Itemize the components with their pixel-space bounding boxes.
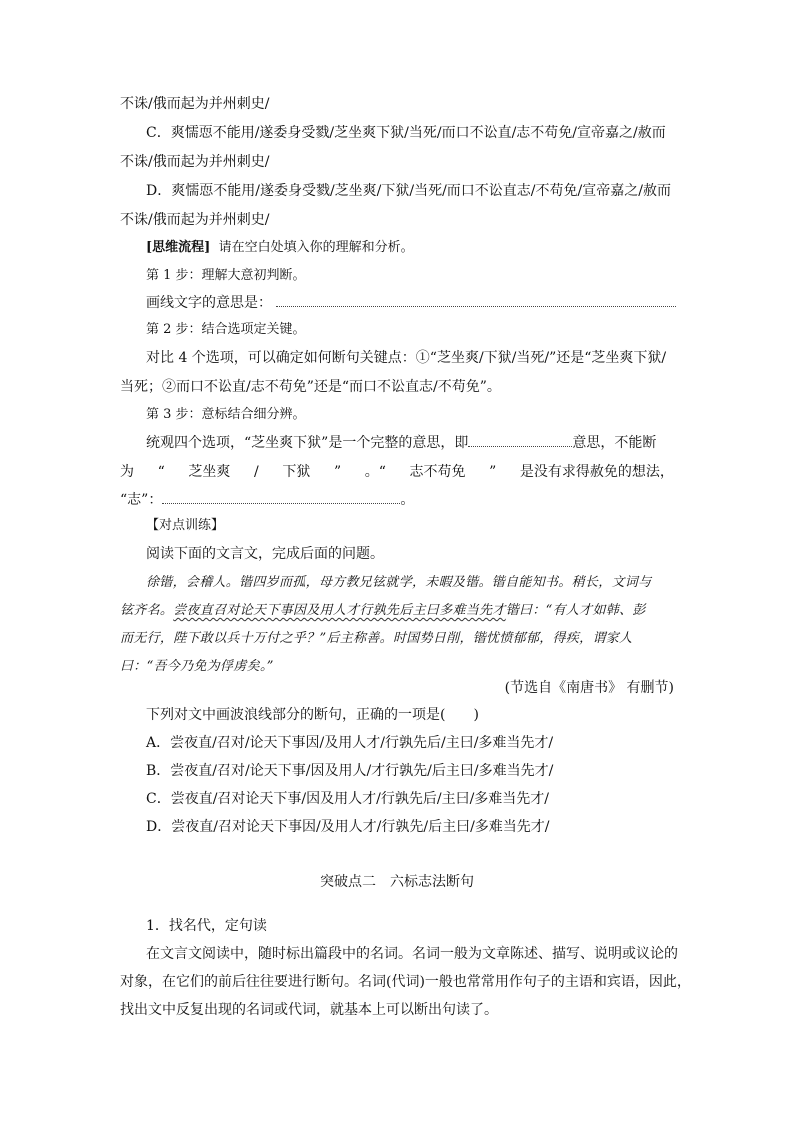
point1-title: 1．找名代，定句读: [146, 918, 267, 934]
step3-blank-2[interactable]: [162, 490, 400, 504]
option-c-line2: 不诛/俄而起为并州刺史/: [120, 154, 270, 170]
step1-heading: 第 1 步：理解大意初判断。: [146, 268, 306, 283]
thinking-label: [思维流程]: [146, 240, 211, 255]
point1-line2: 对象，在它们的前后往往要进行断句。名词(代词)一般也常常用作句子的主语和宾语，因此，: [120, 974, 691, 990]
passage-source: (节选自《南唐书》 有删节): [504, 680, 674, 696]
answer-option-a[interactable]: A．尝夜直/召对/论天下事因/及用人才/行孰先后/主曰/多难当先才/: [146, 735, 554, 751]
passage-line2: [120, 601, 646, 621]
option-d-line2: 不诛/俄而起为并州刺史/: [120, 212, 270, 228]
answer-option-c[interactable]: C．尝夜直/召对论天下事/因及用人才/行孰先后/主曰/多难当先才/: [146, 791, 550, 807]
step3-word: 芝坐爽: [188, 464, 231, 480]
step1-answer-blank[interactable]: [276, 293, 676, 307]
step3-heading: 第 3 步：意标结合细分辨。: [146, 407, 306, 422]
option-c-line1: C．爽懦恧不能用/遂委身受戮/芝坐爽下狱/当死/而口不讼直/志不苟免/宣帝嘉之/赦而: [146, 125, 666, 141]
step3-text-b: 意思，不能断: [572, 435, 657, 451]
step3-word: 。“: [364, 464, 386, 480]
section-heading: 突破点二 六标志法断句: [320, 874, 474, 890]
passage-line3: 而无行，陛下敢以兵十万付之乎？”后主称善。时国势日削，锴忧愤郁郁，得疾，谓家人: [120, 631, 633, 646]
step3-word: 志不苟免: [409, 464, 466, 480]
step3-word: /: [254, 464, 259, 480]
point1-line3: 找出文中反复出现的名词或代词，就基本上可以断出句读了。: [120, 1002, 498, 1018]
step2-text-line2: 当死；②而口不讼直/志不苟免”还是“而口不讼直志/不苟免”。: [120, 379, 501, 395]
step3-zhi-label: “志”：: [120, 492, 163, 508]
step1-prompt: 画线文字的意思是：: [146, 295, 272, 311]
step3-word: “: [157, 464, 165, 480]
step3-blank-1[interactable]: [468, 433, 572, 447]
step3-word: 为: [120, 464, 134, 480]
option-d-line1: D．爽懦恧不能用/遂委身受戮/芝坐爽/下狱/当死/而口不讼直志/不苟免/宣帝嘉之/赦而: [146, 183, 671, 199]
answer-option-d[interactable]: D．尝夜直/召对论天下事因/及用人才/行孰先/后主曰/多难当先才/: [146, 819, 550, 835]
step2-heading: 第 2 步：结合选项定关键。: [146, 322, 306, 337]
passage-line2-end: 锴曰：“有人才如韩、彭: [505, 603, 646, 618]
step3-word: 是没有求得赦免的想法，: [519, 464, 674, 480]
passage-line1: 徐锴，会稽人。锴四岁而孤，母方教兄铉就学，未暇及锴。锴自能知书。稍长，文词与: [146, 575, 652, 590]
step3-text-line2: [120, 462, 674, 482]
practice-intro: 阅读下面的文言文，完成后面的问题。: [146, 546, 384, 562]
wavy-underlined-passage: 尝夜直召对论天下事因及用人才行孰先后主曰多难当先才: [173, 603, 506, 618]
passage-line4: 曰：“吾今乃免为俘虏矣。”: [120, 659, 274, 674]
point1-line1: 在文言文阅读中，随时标出篇段中的名词。名词一般为文章陈述、描写、说明或议论的: [146, 946, 678, 962]
answer-option-b[interactable]: B．尝夜直/召对/论天下事/因及用人/才行孰先/后主曰/多难当先才/: [146, 763, 554, 779]
question-stem: 下列对文中画波浪线部分的断句，正确的一项是( ): [146, 707, 479, 723]
step3-word: 下狱: [282, 464, 311, 480]
step3-word: ”: [489, 464, 497, 480]
step3-word: ”: [333, 464, 342, 480]
step1-prompt-row: [146, 293, 676, 313]
step3-text-line3: [120, 490, 414, 510]
step3-text-line1: [146, 433, 656, 453]
passage-line2-start: 铉齐名。: [120, 603, 174, 618]
step3-text-a: 统观四个选项，“芝坐爽下狱”是一个完整的意思，即: [146, 435, 469, 451]
step2-text-line1: 对比 4 个选项，可以确定如何断句关键点：①“芝坐爽/下狱/当死/”还是“芝坐爽下狱/: [146, 350, 667, 366]
option-b-tail: 不诛/俄而起为并州刺史/: [120, 96, 270, 112]
thinking-instruction: 请在空白处填入你的理解和分析。: [218, 240, 414, 255]
practice-title: 【对点训练】: [146, 518, 225, 533]
thinking-title: [146, 238, 414, 258]
step3-period: 。: [400, 492, 415, 508]
